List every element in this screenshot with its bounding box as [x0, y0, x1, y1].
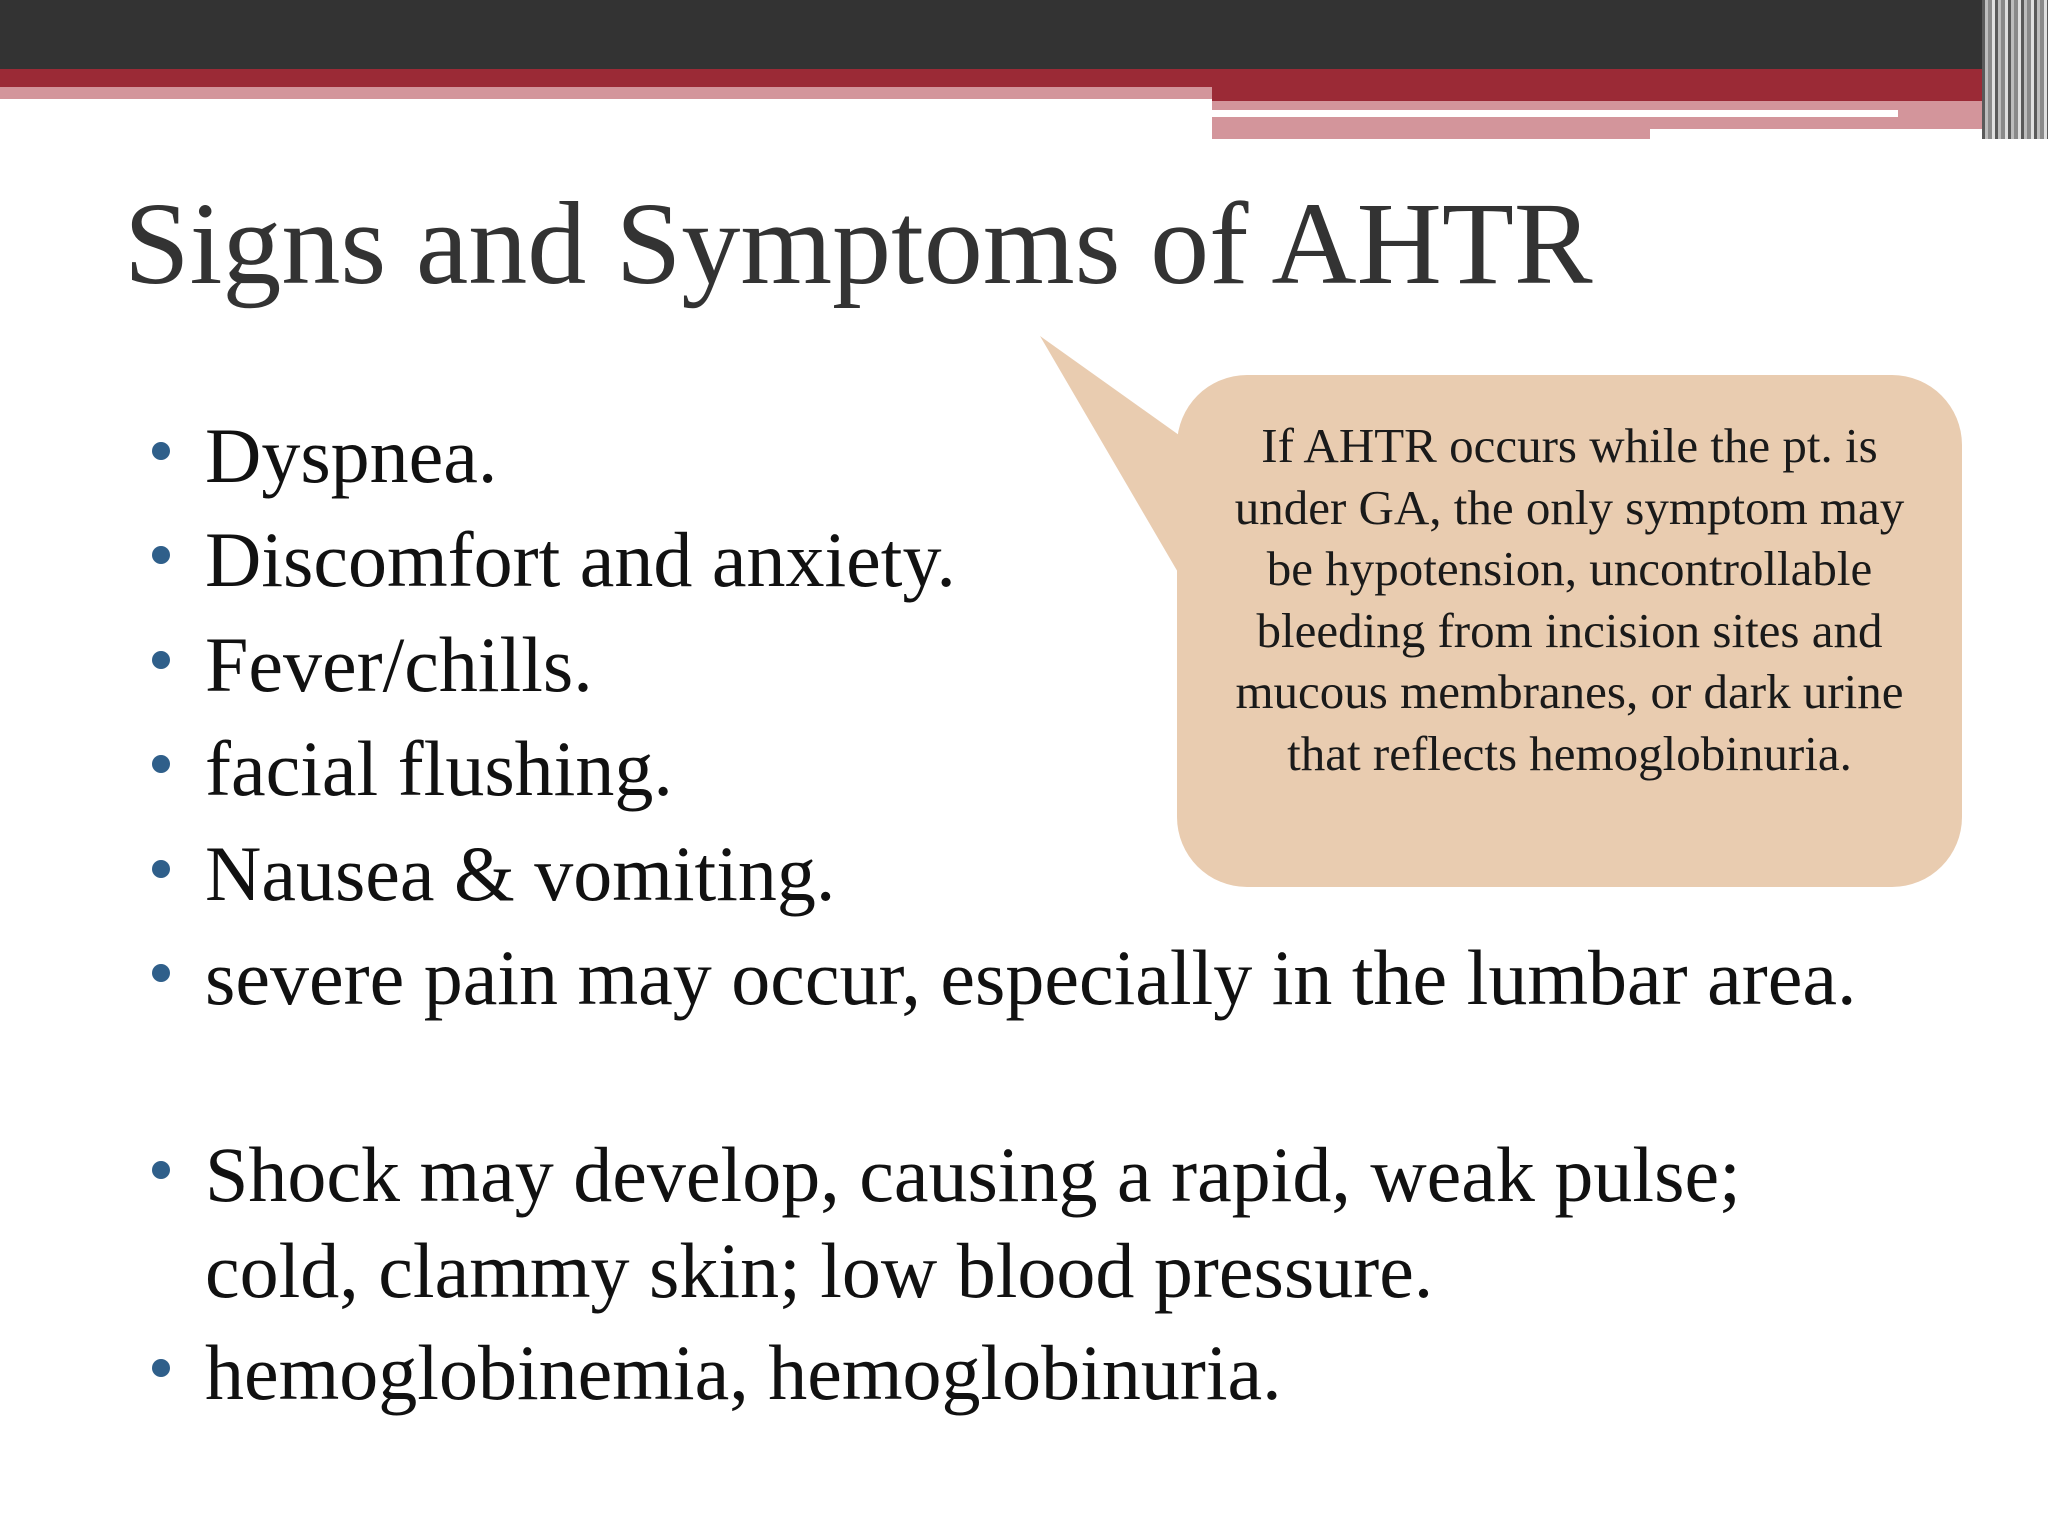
bullet-text: facial flushing. [205, 725, 673, 812]
top-dark-bar [0, 0, 2048, 69]
bullet-dot-icon [152, 442, 170, 460]
bullet-text: Dyspnea. [205, 412, 498, 499]
accent-white-line [1650, 129, 1996, 139]
bullet-text: Nausea & vomiting. [205, 830, 836, 917]
bullet-dot-icon [152, 964, 170, 982]
bullet-text: Fever/chills. [205, 621, 593, 708]
bullet-text: Discomfort and anxiety. [205, 516, 956, 603]
bullet-text: severe pain may occur, especially in the lumbar area. [205, 934, 1857, 1021]
edge-stripe-decoration [1982, 0, 2048, 139]
accent-red-bar-left [0, 69, 1212, 87]
accent-white-line [1212, 110, 1898, 117]
bullet-text: Shock may develop, causing a rapid, weak pulse; cold, clammy skin; low blood pressure. [205, 1131, 1741, 1314]
accent-red-bar-right [1212, 69, 1996, 101]
bullet-dot-icon [152, 546, 170, 564]
bullet-dot-icon [152, 755, 170, 773]
callout-box [1177, 375, 1962, 887]
bullet-dot-icon [152, 651, 170, 669]
bullet-text: hemoglobinemia, hemoglobinuria. [205, 1329, 1282, 1416]
bullet-dot-icon [152, 1161, 170, 1179]
callout-text: If AHTR occurs while the pt. is under GA, the only symptom may be hypotension, uncontrollable bleeding from incision sites and mucous membranes, or dark urine that reflects hemoglobinuria. [1234, 418, 1905, 781]
bullet-dot-icon [152, 1359, 170, 1377]
accent-pink-bar-left [0, 87, 1212, 99]
slide-title: Signs and Symptoms of AHTR [124, 178, 1593, 309]
bullet-dot-icon [152, 860, 170, 878]
